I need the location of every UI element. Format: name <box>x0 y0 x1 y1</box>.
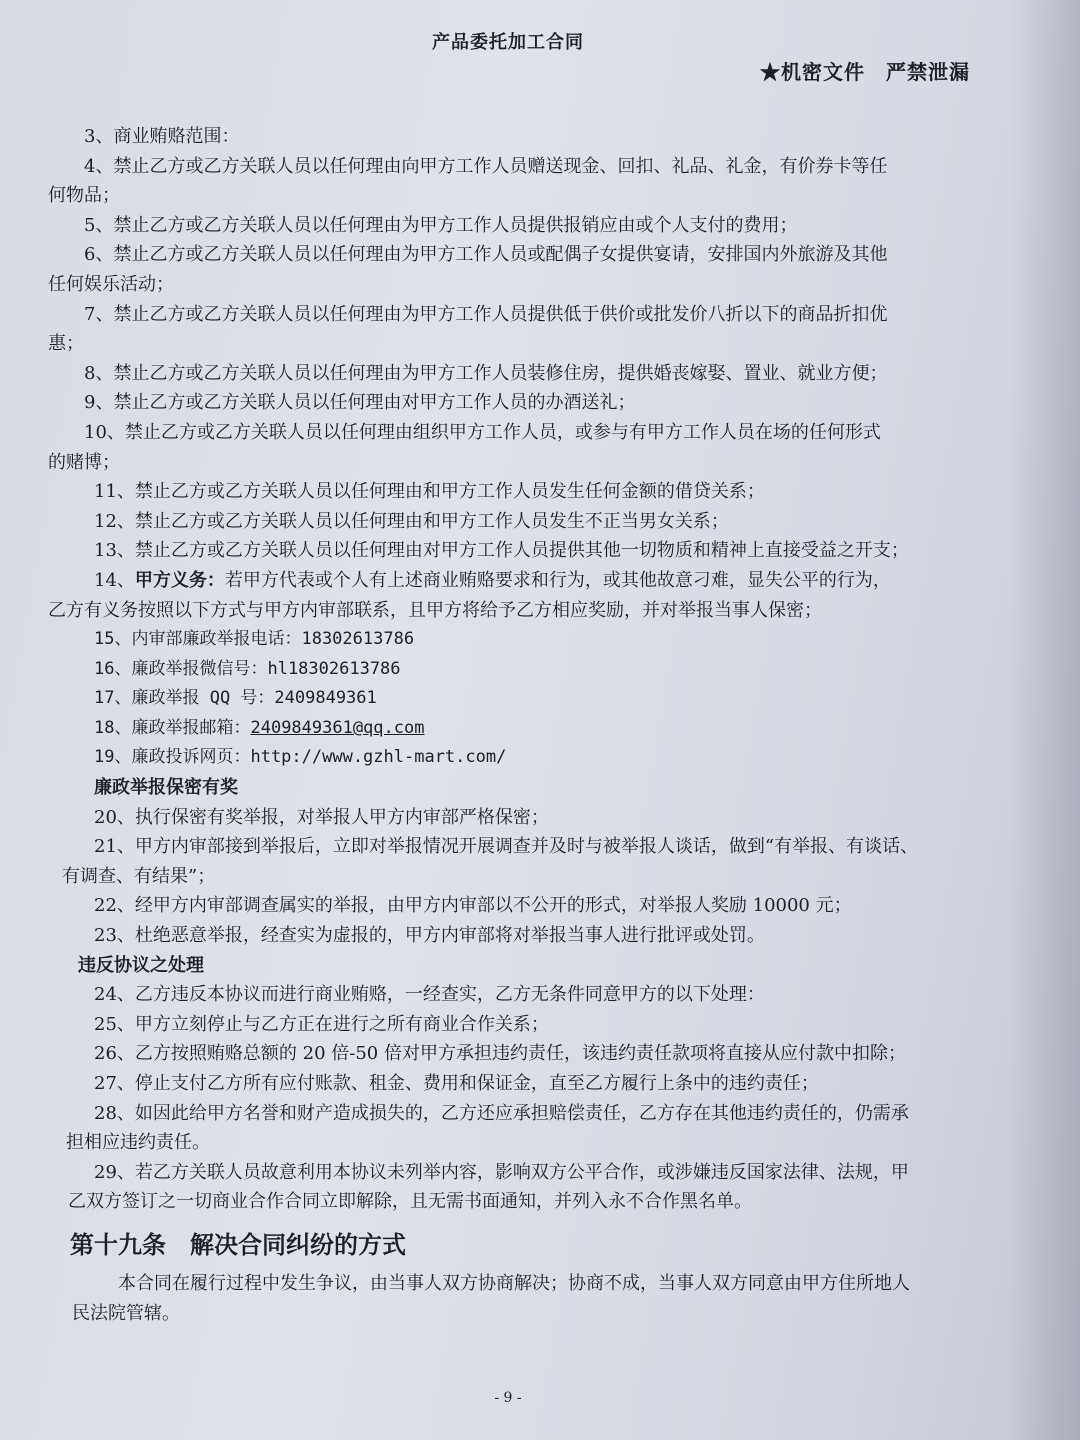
clause-6: 6、禁止乙方或乙方关联人员以任何理由为甲方工作人员或配偶子女提供宴请，安排国内外旅游及其他 <box>84 244 888 266</box>
page-edge-shadow <box>1010 0 1080 1440</box>
clause-27: 27、停止支付乙方所有应付账款、租金、费用和保证金，直至乙方履行上条中的违约责任； <box>94 1073 819 1094</box>
clause-29-cont: 乙双方签订之一切商业合作合同立即解除，且无需书面通知，并列入永不合作黑名单。 <box>68 1191 752 1213</box>
clause-28-cont: 担相应违约责任。 <box>66 1132 210 1154</box>
article-19-text-cont: 民法院管辖。 <box>72 1302 180 1324</box>
article-19-number: 第十九条 <box>70 1229 166 1259</box>
clause-4: 4、禁止乙方或乙方关联人员以任何理由向甲方工作人员赠送现金、回扣、礼品、礼金，有价券卡等任 <box>84 155 888 177</box>
clause-28: 28、如因此给甲方名誉和财产造成损失的，乙方还应承担赔偿责任，乙方存在其他违约责任的，仍需承 <box>94 1102 909 1124</box>
article-19-heading <box>48 1221 978 1269</box>
clause-14-number: 14、 <box>94 569 135 591</box>
clause-21-cont: 有调查、有结果”； <box>62 865 216 887</box>
section-breach-heading: 违反协议之处理 <box>78 954 204 976</box>
report-wechat: 16、廉政举报微信号：hl18302613786 <box>94 658 401 679</box>
report-email <box>48 714 978 744</box>
clause-12: 12、禁止乙方或乙方关联人员以任何理由和甲方工作人员发生不正当男女关系； <box>94 510 729 532</box>
clause-14 <box>48 566 978 596</box>
clause-3: 3、商业贿赂范围： <box>84 126 240 147</box>
clause-26: 26、乙方按照贿赂总额的 20 倍-50 倍对甲方承担违约责任，该违约责任款项将直接从应付款中扣除； <box>94 1043 906 1065</box>
article-19-text: 本合同在履行过程中发生争议，由当事人双方协商解决；协商不成，当事人双方同意由甲方住所地人 <box>118 1272 910 1294</box>
clause-14-cont: 乙方有义务按照以下方式与甲方内审部联系，且甲方将给予乙方相应奖励，并对举报当事人保密； <box>48 599 822 621</box>
clause-14-text: 若甲方代表或个人有上述商业贿赂要求和行为，或其他故意刁难，显失公平的行为， <box>224 569 891 591</box>
clause-7: 7、禁止乙方或乙方关联人员以任何理由为甲方工作人员提供低于供价或批发价八折以下的商品折扣优 <box>84 303 888 325</box>
clause-13: 13、禁止乙方或乙方关联人员以任何理由对甲方工作人员提供其他一切物质和精神上直接受益之开支； <box>94 540 909 562</box>
clause-23: 23、杜绝恶意举报，经查实为虚报的，甲方内审部将对举报当事人进行批评或处罚。 <box>94 925 765 947</box>
document-body <box>48 122 978 1328</box>
report-web[interactable]: 19、廉政投诉网页：http://www.gzhl-mart.com/ <box>94 747 507 768</box>
clause-25: 25、甲方立刻停止与乙方正在进行之所有商业合作关系； <box>94 1013 549 1035</box>
page-number: - 9 - <box>494 1390 522 1406</box>
report-email-link[interactable]: 2409849361@qq.com <box>250 717 425 738</box>
clause-11: 11、禁止乙方或乙方关联人员以任何理由和甲方工作人员发生任何金额的借贷关系； <box>94 481 765 503</box>
clause-10-cont: 的赌博； <box>48 451 120 473</box>
clause-8: 8、禁止乙方或乙方关联人员以任何理由为甲方工作人员装修住房，提供婚丧嫁娶、置业、就业方便； <box>84 362 888 384</box>
clause-24: 24、乙方违反本协议而进行商业贿赂，一经查实，乙方无条件同意甲方的以下处理： <box>94 984 765 1006</box>
clause-6-cont: 任何娱乐活动； <box>48 273 174 295</box>
clause-5: 5、禁止乙方或乙方关联人员以任何理由为甲方工作人员提供报销应由或个人支付的费用； <box>84 214 798 236</box>
report-email-label: 18、廉政举报邮箱： <box>94 717 251 738</box>
clause-7-cont: 惠； <box>48 333 84 355</box>
clause-22: 22、经甲方内审部调查属实的举报，由甲方内审部以不公开的形式，对举报人奖励 10000 元； <box>94 895 852 917</box>
clause-9: 9、禁止乙方或乙方关联人员以任何理由对甲方工作人员的办酒送礼； <box>84 392 636 414</box>
clause-10: 10、禁止乙方或乙方关联人员以任何理由组织甲方工作人员，或参与有甲方工作人员在场的任何形式 <box>84 421 881 443</box>
clause-21: 21、甲方内审部接到举报后，立即对举报情况开展调查并及时与被举报人谈话，做到“有举报、有谈话、 <box>94 836 919 858</box>
confidential-mark: ★机密文件 严禁泄漏 <box>760 60 970 84</box>
report-phone: 15、内审部廉政举报电话：18302613786 <box>94 629 415 650</box>
article-19-title: 解决合同纠纷的方式 <box>190 1229 406 1259</box>
report-qq: 17、廉政举报 QQ 号：2409849361 <box>94 688 377 709</box>
clause-20: 20、执行保密有奖举报，对举报人甲方内审部严格保密； <box>94 806 549 828</box>
clause-29: 29、若乙方关联人员故意利用本协议未列举内容，影响双方公平合作，或涉嫌违反国家法律、法规，甲 <box>94 1161 909 1183</box>
clause-4-cont: 何物品； <box>48 185 120 207</box>
document-title: 产品委托加工合同 <box>432 32 584 53</box>
section-reward-heading: 廉政举报保密有奖 <box>94 777 238 799</box>
clause-14-label: 甲方义务： <box>134 569 225 591</box>
